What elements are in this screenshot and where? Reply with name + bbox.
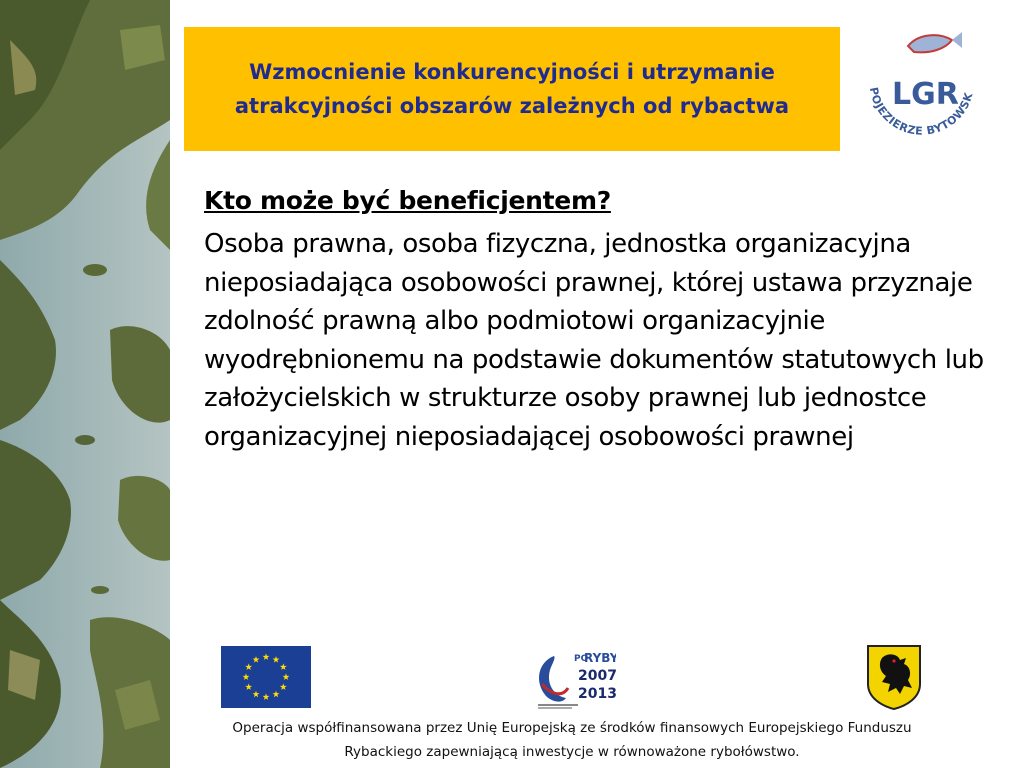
lgr-main-text: LGR (892, 77, 959, 112)
po-ryby-2007-2013-logo (532, 648, 616, 710)
lgr-pojezierze-bytowskie-logo (852, 26, 986, 158)
program-year-end: 2013 (578, 686, 616, 702)
griffin-coat-of-arms-icon (866, 644, 922, 710)
title-banner (184, 27, 840, 151)
program-year-start: 2007 (578, 668, 616, 684)
slide-content (204, 186, 1004, 456)
lgr-ring-text: POJEZIERZE BYTOWSK (866, 86, 976, 138)
fish-icon (908, 32, 962, 52)
program-ryby: RYBY (584, 651, 616, 665)
funding-footer (200, 716, 944, 764)
answer-paragraph: Osoba prawna, osoba fizyczna, jednostka organizacyjna nieposiadająca osobowości prawnej, której ustawa przyznaje zdolność prawną albo podmiotowi organizacyjnie wyodrębnionemu na podstawie dokumentów statutowych lub założycielskich w strukturze osoby prawnej lub jednostce organizacyjnej nieposiadającej osobowości prawnej (204, 229, 984, 452)
footer-line-2: Rybackiego zapewniającą inwestycje w równoważone rybołówstwo. (344, 744, 800, 760)
aerial-lake-photo (0, 0, 170, 768)
slide-title: Wzmocnienie konkurencyjności i utrzymanie atrakcyjności obszarów zależnych od rybactwa (234, 60, 790, 118)
footer-line-1: Operacja współfinansowana przez Unię Europejską ze środków finansowych Europejskiego Funduszu (232, 720, 912, 736)
eu-flag-icon (221, 646, 311, 708)
program-po: PO (574, 654, 589, 664)
question-heading: Kto może być beneficjentem? (204, 186, 611, 215)
